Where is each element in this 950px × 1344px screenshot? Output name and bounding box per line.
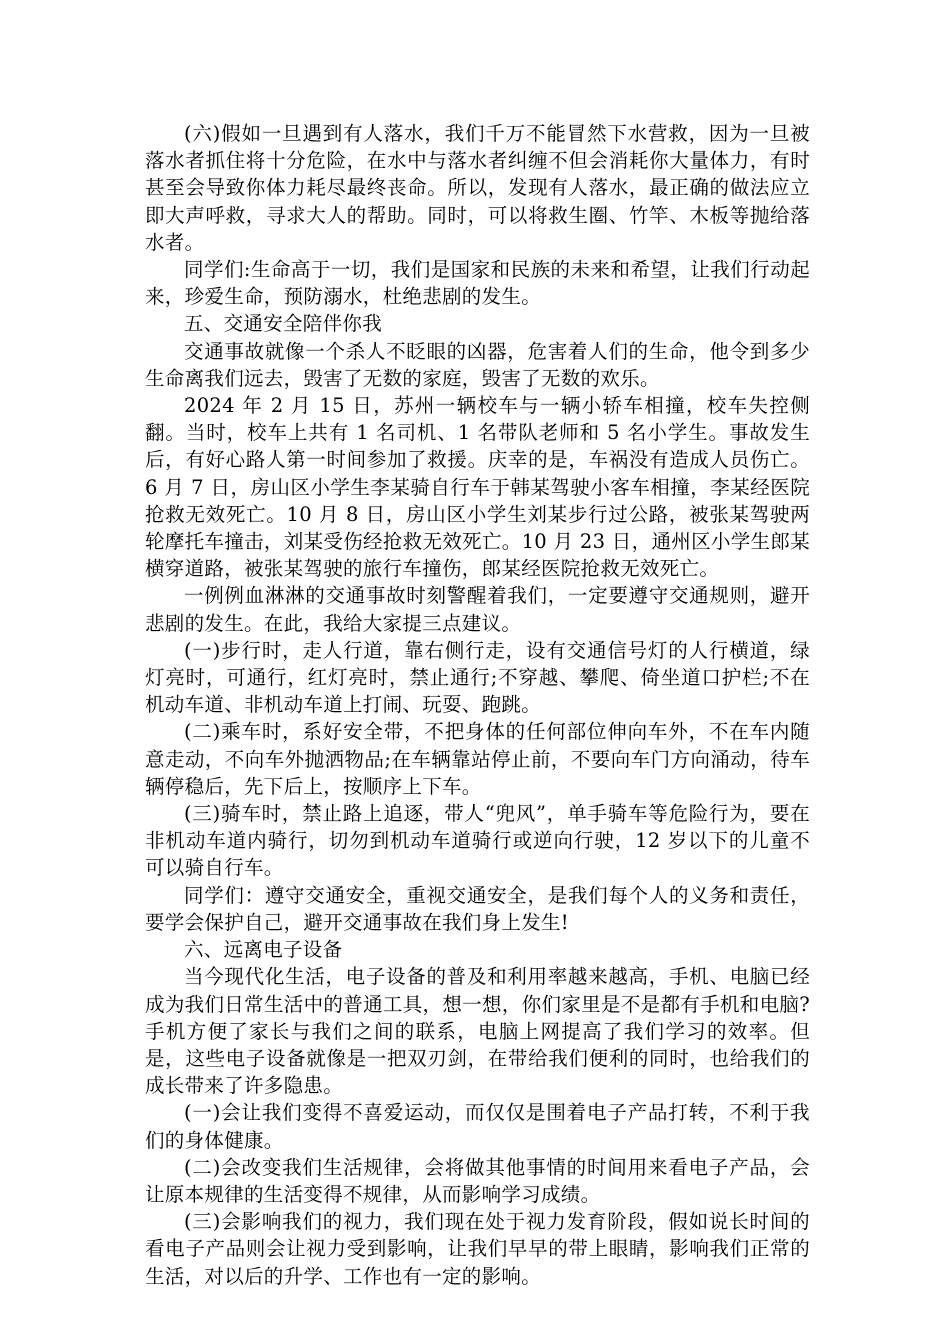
paragraph-drowning-conclusion: 同学们:生命高于一切，我们是国家和民族的未来和希望，让我们行动起来，珍爱生命，预防溺水，杜绝悲剧的发生。 <box>145 258 810 309</box>
paragraph-electronics-exercise: (一)会让我们变得不喜爱运动，而仅仅是围着电子产品打转，不利于我们的身体健康。 <box>145 1101 810 1152</box>
section-heading-electronic-devices: 六、远离电子设备 <box>184 938 343 962</box>
paragraph-traffic-conclusion: 同学们：遵守交通安全，重视交通安全，是我们每个人的义务和责任，要学会保护自己，避开交通事故在我们身上发生! <box>145 883 810 934</box>
paragraph-walking-advice: (一)步行时，走人行道，靠右侧行走，设有交通信号灯的人行横道，绿灯亮时，可通行，红灯亮时，禁止通行;不穿越、攀爬、倚坐道口护栏;不在机动车道、非机动车道上打闹、玩耍、跑跳。 <box>145 638 810 717</box>
paragraph-drowning-rescue-advice: (六)假如一旦遇到有人落水，我们千万不能冒然下水营救，因为一旦被落水者抓住将十分危险，在水中与落水者纠缠不但会消耗你大量体力，有时甚至会导致你体力耗尽最终丧命。所以，发现有人落水，最正确的做法应立即大声呼救，寻求大人的帮助。同时，可以将救生圈、竹竿、木板等抛给落水者。 <box>145 122 810 254</box>
paragraph-riding-vehicle-advice: (二)乘车时，系好安全带，不把身体的任何部位伸向车外，不在车内随意走动，不向车外抛洒物品;在车辆靠站停止前，不要向车门方向涌动，待车辆停稳后，先下后上，按顺序上下车。 <box>145 720 810 798</box>
paragraph-electronics-routine: (二)会改变我们生活规律，会将做其他事情的时间用来看电子产品，会让原本规律的生活变得不规律，从而影响学习成绩。 <box>145 1155 810 1206</box>
paragraph-cycling-advice: (三)骑车时，禁止路上追逐，带人“兜风”，单手骑车等危险行为，要在非机动车道内骑行，切勿到机动车道骑行或逆向行驶，12 岁以下的儿童不可以骑自行车。 <box>145 802 810 880</box>
document-page <box>145 120 810 1290</box>
paragraph-traffic-warning: 一例例血淋淋的交通事故时刻警醒着我们，一定要遵守交通规则，避开悲剧的发生。在此，我给大家提三点建议。 <box>145 584 810 635</box>
paragraph-electronics-intro: 当今现代化生活，电子设备的普及和利用率越来越高，手机、电脑已经成为我们日常生活中的普通工具，想一想，你们家里是不是都有手机和电脑?手机方便了家长与我们之间的联系，电脑上网提高了我们学习的效率。但是，这些电子设备就像是一把双刃剑，在带给我们便利的同时，也给我们的成长带来了许多隐患。 <box>145 965 810 1098</box>
section-heading-traffic-safety: 五、交通安全陪伴你我 <box>184 312 383 336</box>
paragraph-traffic-accidents: 2024 年 2 月 15 日，苏州一辆校车与一辆小轿车相撞，校车失控侧翻。当时，校车上共有 1 名司机、1 名带队老师和 5 名小学生。事故发生后，有好心路人第一时间参加了救援。庆幸的是，车祸没有造成人员伤亡。6 月 7 日，房山区小学生李某骑自行车于韩某驾驶小客车相撞，李某经医院抢救无效死亡。10 月 8 日，房山区小学生刘某步行过公路，被张某驾驶两轮摩托车撞击，刘某受伤经抢救无效死亡。10 月 23 日，通州区小学生郎某横穿道路，被张某驾驶的旅行车撞伤，郎某经医院抢救无效死亡。 <box>145 394 810 581</box>
paragraph-electronics-eyesight: (三)会影响我们的视力，我们现在处于视力发育阶段，假如说长时间的看电子产品则会让视力受到影响，让我们早早的带上眼睛，影响我们正常的生活，对以后的升学、工作也有一定的影响。 <box>145 1210 810 1288</box>
paragraph-traffic-intro: 交通事故就像一个杀人不眨眼的凶器，危害着人们的生命，他令到多少生命离我们远去，毁害了无数的家庭，毁害了无数的欢乐。 <box>145 339 810 390</box>
